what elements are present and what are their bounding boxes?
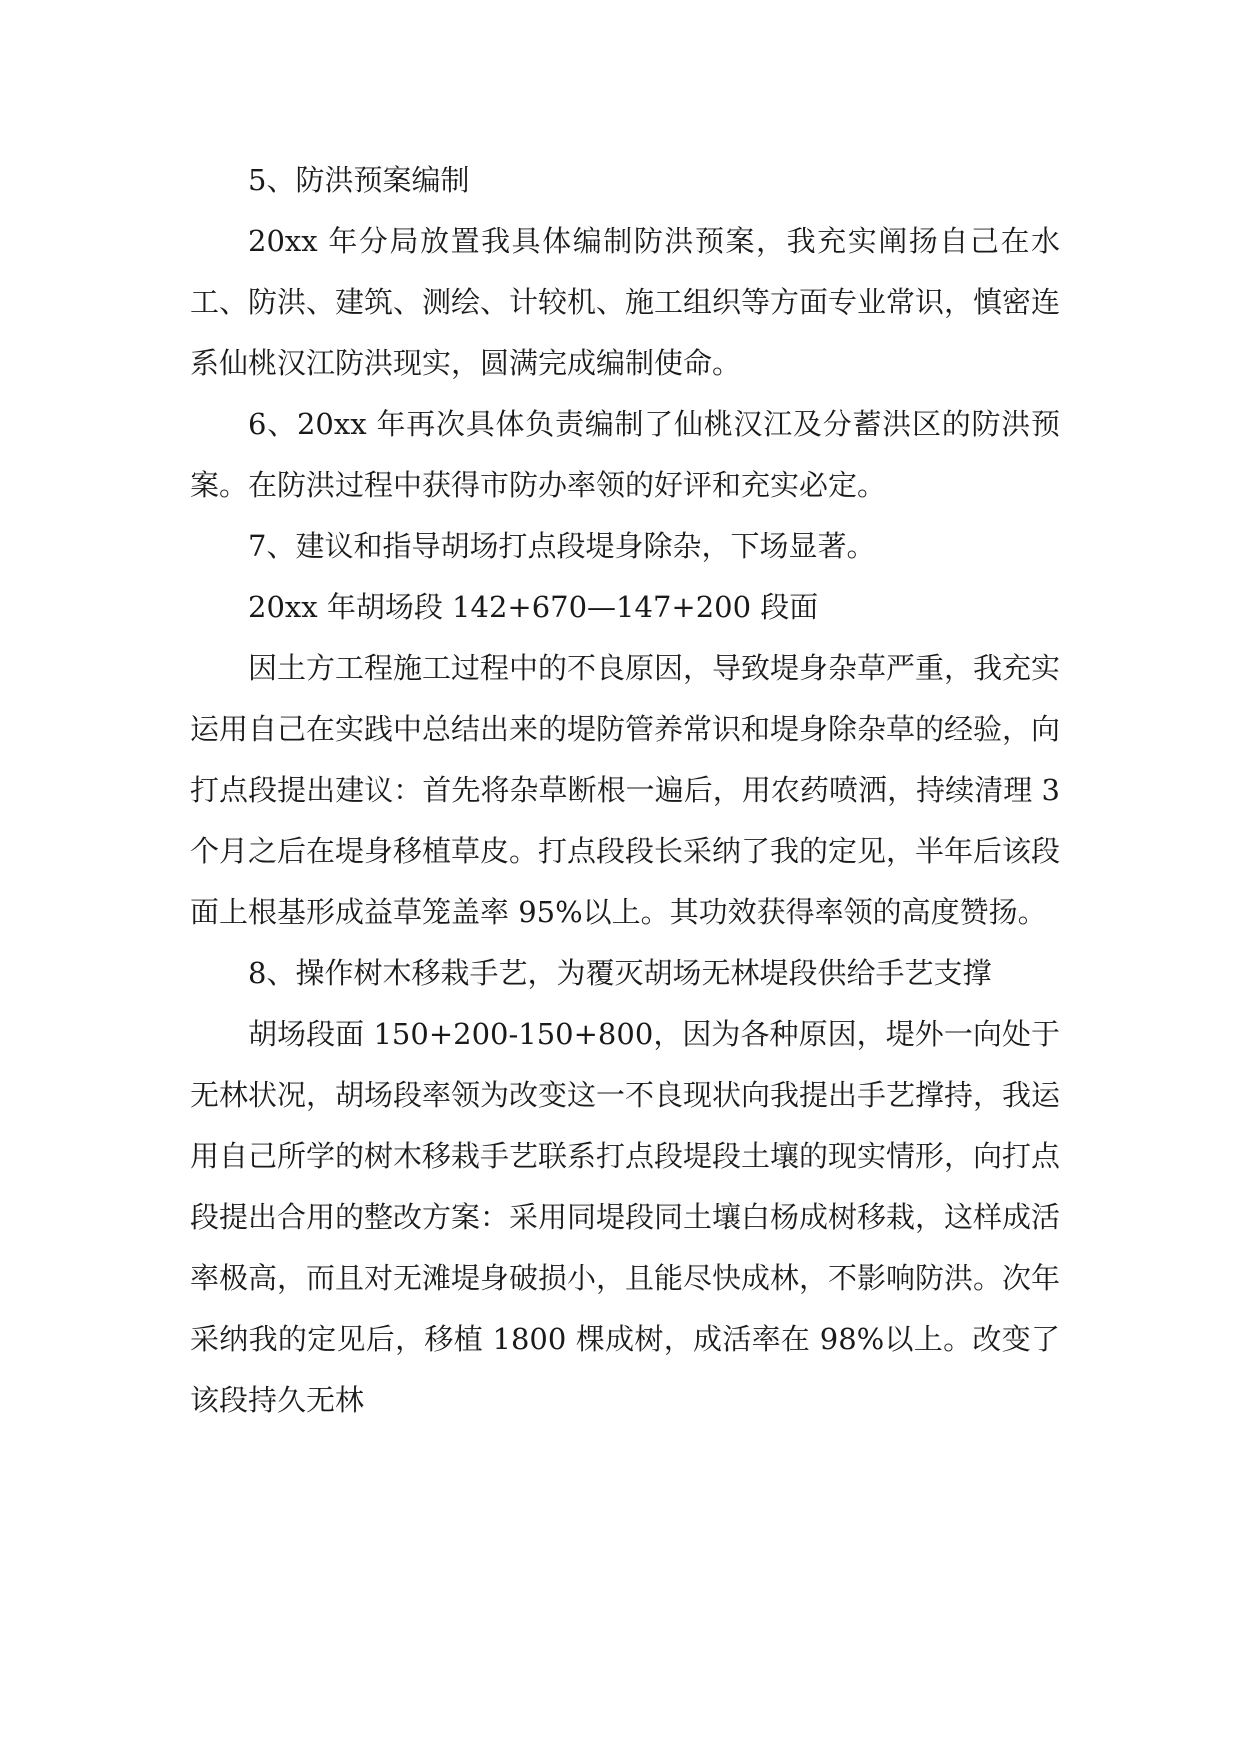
paragraph: 胡场段面 150+200-150+800，因为各种原因，堤外一向处于无林状况，胡场段率领为改变这一不良现状向我提出手艺撑持，我运用自己所学的树木移栽手艺联系打点段堤段土壤的现实情形，向打点段提出合用的整改方案：采用同堤段同土壤白杨成树移栽，这样成活率极高，而且对无滩堤身破损小，且能尽快成林，不影响防洪。次年采纳我的定见后，移植 1800 棵成树，成活率在 98%以上。改变了该段持久无林 — [190, 1017, 1061, 1417]
paragraph-heading-5: 5、防洪预案编制 — [248, 163, 470, 197]
paragraph-item-6: 6、20xx 年再次具体负责编制了仙桃汉江及分蓄洪区的防洪预案。在防洪过程中获得市防办率领的好评和充实必定。 — [190, 407, 1060, 502]
paragraph-heading-7: 7、建议和指导胡场打点段堤身除杂，下场显著。 — [248, 529, 876, 563]
paragraph: 20xx 年分局放置我具体编制防洪预案，我充实阐扬自己在水工、防洪、建筑、测绘、计较机、施工组织等方面专业常识，慎密连系仙桃汉江防洪现实，圆满完成编制使命。 — [190, 224, 1061, 380]
paragraph-heading-8: 8、操作树木移栽手艺，为覆灭胡场无林堤段供给手艺支撑 — [248, 956, 992, 990]
paragraph: 因土方工程施工过程中的不良原因，导致堤身杂草严重，我充实运用自己在实践中总结出来的堤防管养常识和堤身除杂草的经验，向打点段提出建议：首先将杂草断根一遍后，用农药喷洒，持续清理 3 个月之后在堤身移植草皮。打点段段长采纳了我的定见，半年后该段面上根基形成益草笼盖率 95%以上。其功效获得率领的高度赞扬。 — [190, 651, 1061, 929]
document-body — [190, 150, 1060, 1431]
paragraph: 20xx 年胡场段 142+670—147+200 段面 — [248, 590, 819, 624]
